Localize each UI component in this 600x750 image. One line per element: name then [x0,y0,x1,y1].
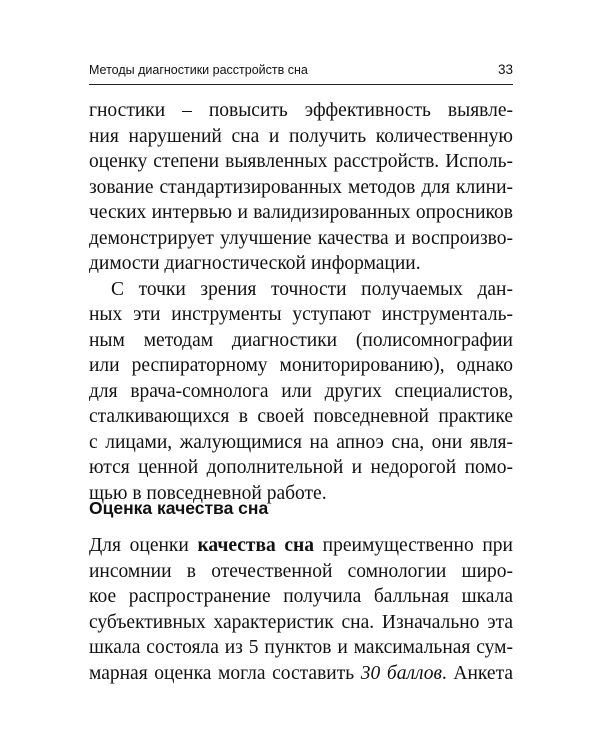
text-line: демонстрирует улучшение качества и воспроизво- [89,227,513,249]
text-run: Для оценки [89,535,198,556]
paragraph-3 [89,533,513,686]
text-line: ным методам диагностики (полисомнографии [89,329,513,351]
text-line: щью в повседневной работе. [89,482,327,504]
text-line: с лицами, жалующимися на апноэ сна, они явля- [89,431,513,453]
italic-term: 30 баллов [360,662,442,684]
text-line: ния нарушений сна и получить количественную [89,125,513,147]
running-header [89,60,513,82]
header-rule [89,84,513,85]
page-number: 33 [497,62,513,77]
section-heading: Оценка качества сна [89,498,269,518]
text-line: субъективных характеристик сна. Изначально эта [89,611,513,633]
text-line [89,661,513,687]
text-line: инсомнии в отечественной сомнологии широ- [89,560,513,582]
text-line: оценку степени выявленных расстройств. Исполь- [89,151,513,172]
text-line: ческих интервью и валидизированных опросников [89,202,513,223]
text-line: сталкивающихся в своей повседневной практике [89,406,513,427]
text-line [89,533,513,559]
text-line: ются ценной дополнительной и недорогой помо- [89,457,513,478]
text-line: шкала состояла из 5 пунктов и максимальная сум- [89,637,513,658]
text-line: зование стандартизированных методов для клини- [89,176,513,198]
text-line: или респираторному мониторированию), однако [89,355,513,376]
text-line: кое распространение получила балльная шкала [89,586,513,607]
text-line: ных эти инструменты уступают инструменталь- [89,304,513,325]
text-run: марная оценка могла составить [89,662,361,684]
text-line: димости диагностической информации. [89,253,421,274]
text-line: для врача-сомнолога или других специалистов, [89,380,513,402]
paragraph-2 [89,277,513,507]
running-header-title: Методы диагностики расстройств сна [89,63,308,77]
text-run: . Анкета [441,662,513,684]
paragraph-1 [89,98,513,277]
text-line: С точки зрения точности получаемых дан- [111,278,513,300]
text-line: гностики – повысить эффективность выявле- [89,100,513,121]
bold-term: качества сна [197,535,315,556]
text-run: преимущественно при [314,535,513,556]
